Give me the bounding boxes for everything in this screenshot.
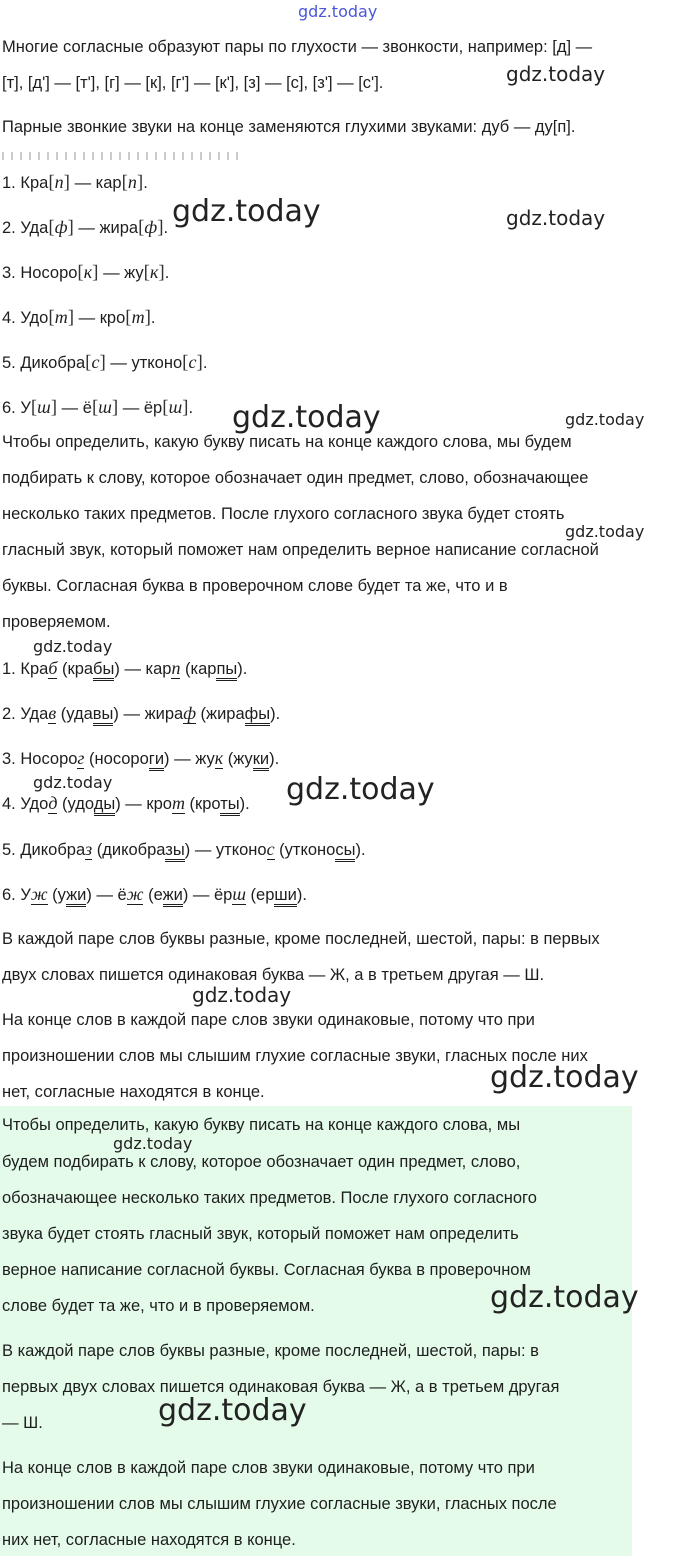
word: жу [124,264,144,282]
word: кар [95,174,122,192]
checked-ending: сы [335,841,355,862]
watermark: gdz.today [113,1134,193,1153]
sound: к [83,262,93,282]
sound: п [127,172,137,192]
sound: т [54,307,68,327]
task1-item: 3. Носоро[к] — жу[к]. [2,262,170,283]
checked-ending: ги [149,750,164,771]
answer-text: В каждой паре слов буквы разные, кроме последней, шестой, пары: в [2,1342,539,1360]
explanation-text: проверяемом. [2,613,111,631]
intro-text: Многие согласные образуют пары по глухости — звонкости, например: [д] — [2,38,593,56]
item-number: 6. [2,399,21,417]
watermark: gdz.today [286,772,435,807]
end-letter: г [77,748,85,768]
task2-item: 1. Краб (крабы) — карп (карпы). [2,657,247,680]
conclusion-text: В каждой паре слов буквы разные, кроме последней, шестой, пары: в первых [2,930,600,948]
explanation-text: гласный звук, который поможет нам определить верное написание согласной [2,541,599,559]
checked-ending: вы [93,705,114,726]
word: ё [82,399,92,417]
answer-text: верное написание согласной буквы. Согласная буква в проверочном [2,1261,531,1279]
watermark: gdz.today [232,400,381,435]
word: Кра [20,174,49,192]
end-letter: ж [126,884,144,904]
watermark: gdz.today [192,983,292,1007]
task2-item: 5. Дикобраз (дикобразы) — утконос (утконосы). [2,838,366,861]
end-letter: з [85,839,93,859]
answer-text: звука будет стоять гласный звук, который поможет нам определить [2,1225,519,1243]
end-letter: д [48,793,58,813]
watermark: gdz.today [158,1393,307,1428]
checked-ending: ши [274,886,296,907]
watermark: gdz.today [565,522,645,541]
intro-text: Парные звонкие звуки на конце заменяются глухими звуками: дуб — ду[п]. [2,118,576,136]
explanation-text: буквы. Согласная буква в проверочном слове будет та же, что и в [2,577,508,595]
sound: ш [98,397,112,417]
checked-ending: фы [245,705,270,726]
answer-text: будем подбирать к слову, которое обозначает один предмет, слово, [2,1153,521,1171]
end-letter: с [266,839,275,859]
watermark: gdz.today [490,1280,639,1315]
checked-ending: жи [66,886,86,907]
watermark: gdz.today [33,637,113,656]
conclusion-text: двух словах пишется одинаковая буква — Ж, а в третьем другая — Ш. [2,966,545,984]
answer-text: обозначающее несколько таких предметов. После глухого согласного [2,1189,537,1207]
word: Уда [20,219,49,237]
sound: к [149,262,159,282]
task2-item: 2. Удав (удавы) — жираф (жирафы). [2,702,280,725]
conclusion-text: На конце слов в каждой паре слов звуки одинаковые, потому что при [2,1011,535,1029]
checked-ending: пы [216,660,237,681]
task1-item: 4. Удо[т] — кро[т]. [2,307,156,328]
task1-item: 6. У[ш] — ё[ш] — ёр[ш]. [2,397,194,418]
sound: с [91,352,100,372]
item-number: 5. [2,354,21,372]
word: жира [99,219,139,237]
end-letter: п [171,658,181,678]
watermark: gdz.today [298,2,378,21]
end-letter: б [48,658,58,678]
task1-item: 1. Кра[п] — кар[п]. [2,172,148,193]
conclusion-text: произношении слов мы слышим глухие согласные звуки, гласных после них [2,1047,588,1065]
checked-ending: ды [94,795,116,816]
task2-item: 6. Уж (ужи) — ёж (ежи) — ёрш (ерши). [2,883,307,906]
end-letter: к [214,748,224,768]
answer-text: — Ш. [2,1414,43,1432]
intro-text: [т], [д'] — [т'], [г] — [к], [г'] — [к'], [з] — [с], [з'] — [с']. [2,74,384,92]
task1-item: 5. Дикобра[с] — утконо[с]. [2,352,208,373]
checked-ending: ты [220,795,239,816]
watermark: gdz.today [33,773,113,792]
item-number: 4. [2,309,21,327]
end-letter: ш [232,884,246,904]
explanation-text: Чтобы определить, какую букву писать на конце каждого слова, мы будем [2,433,572,451]
watermark: gdz.today [490,1060,639,1095]
answer-text: слове будет та же, что и в проверяемом. [2,1297,315,1315]
checked-ending: жи [163,886,183,907]
answer-text: них нет, согласные находятся в конце. [2,1531,296,1549]
task2-item: 4. Удод (удоды) — крот (кроты). [2,792,250,815]
item-number: 1. [2,174,21,192]
sound: т [131,307,145,327]
watermark: gdz.today [506,62,606,86]
sound: ш [37,397,51,417]
word: ёр [143,399,163,417]
checked-ending: бы [93,660,114,681]
sound: ф [144,217,158,237]
word: Удо [20,309,49,327]
end-letter: т [171,793,185,813]
end-letter: ф [183,703,196,723]
word: утконо [131,354,183,372]
checked-ending: зы [165,841,184,862]
explanation-text: несколько таких предметов. После глухого согласного звука будет стоять [2,505,565,523]
sound: п [54,172,64,192]
word: кро [99,309,126,327]
word: Носоро [20,264,78,282]
answer-text: первых двух словах пишется одинаковая буква — Ж, а в третьем другая [2,1378,560,1396]
cropped-text-fragment [2,152,242,160]
explanation-text: подбирать к слову, которое обозначает один предмет, слово, обозначающее [2,469,589,487]
checked-ending: ки [253,750,269,771]
end-letter: в [48,703,57,723]
answer-text: На конце слов в каждой паре слов звуки одинаковые, потому что при [2,1459,535,1477]
answer-text: Чтобы определить, какую букву писать на конце каждого слова, мы [2,1116,521,1134]
task2-item: 3. Носорог (носороги) — жук (жуки). [2,747,279,770]
watermark: gdz.today [565,410,645,429]
word: У [20,399,31,417]
sound: с [188,352,197,372]
item-number: 3. [2,264,21,282]
conclusion-text: нет, согласные находятся в конце. [2,1083,265,1101]
task1-item: 2. Уда[ф] — жира[ф]. [2,217,169,238]
watermark: gdz.today [506,206,606,230]
highlighted-answer-block [0,1106,632,1556]
sound: ф [54,217,68,237]
watermark: gdz.today [172,194,321,229]
item-number: 2. [2,219,21,237]
answer-text: произношении слов мы слышим глухие согласные звуки, гласных после [2,1495,557,1513]
end-letter: ж [30,884,48,904]
sound: ш [168,397,183,417]
word: Дикобра [20,354,86,372]
